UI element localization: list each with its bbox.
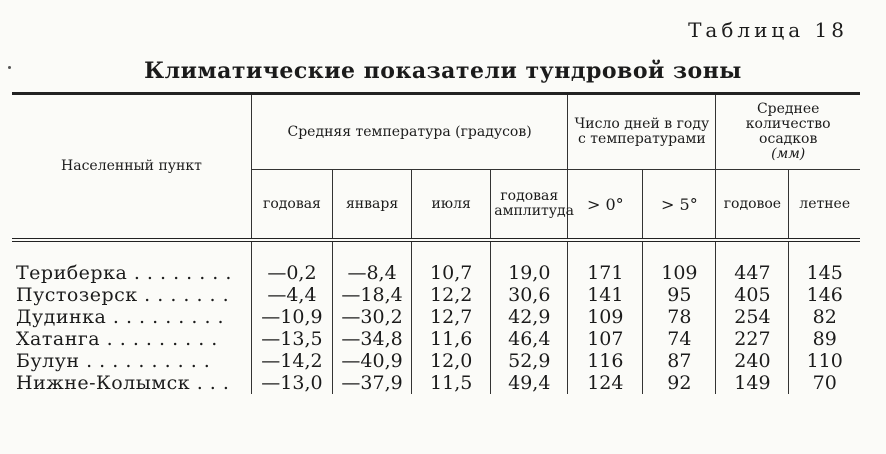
days-above-5-cell: 92 — [643, 372, 716, 394]
july-temp-cell: 11,6 — [412, 328, 491, 350]
precip-annual-cell: 240 — [716, 350, 789, 372]
july-temp-cell: 12,0 — [412, 350, 491, 372]
annual-temp-cell: —13,0 — [251, 372, 332, 394]
header-precipitation-unit: (мм) — [771, 146, 806, 162]
january-temp-cell: —18,4 — [333, 284, 412, 306]
annual-temp-cell: —14,2 — [251, 350, 332, 372]
january-temp-cell: —40,9 — [333, 350, 412, 372]
annual-temp-cell: —10,9 — [251, 306, 332, 328]
precip-annual-cell: 149 — [716, 372, 789, 394]
days-above-0-cell: 109 — [568, 306, 643, 328]
climate-table — [12, 92, 860, 394]
days-above-5-cell: 109 — [643, 240, 716, 284]
days-above-0-cell: 116 — [568, 350, 643, 372]
july-temp-cell: 12,2 — [412, 284, 491, 306]
annual-temp-cell: —4,4 — [251, 284, 332, 306]
table-row — [12, 372, 860, 394]
settlement-cell: Териберка . . . . . . . . — [12, 240, 251, 284]
table-number: Таблица 18 — [688, 18, 848, 42]
settlement-cell: Дудинка . . . . . . . . . — [12, 306, 251, 328]
precip-summer-cell: 82 — [812, 306, 837, 328]
days-above-5-cell: 74 — [643, 328, 716, 350]
july-temp-cell: 12,7 — [412, 306, 491, 328]
amplitude-cell: 42,9 — [491, 306, 568, 328]
header-avg-temperature: Средняя температура (градусов) — [251, 94, 567, 170]
days-above-5-cell: 95 — [643, 284, 716, 306]
table-row — [12, 240, 860, 284]
table-title: Климатические показатели тундровой зоны — [144, 58, 742, 84]
days-above-0-cell: 171 — [568, 240, 643, 284]
header-precipitation-label: Среднее количество осадков — [745, 101, 831, 147]
january-temp-cell: —30,2 — [333, 306, 412, 328]
annual-temp-cell: —13,5 — [251, 328, 332, 350]
precip-annual-cell: 405 — [716, 284, 789, 306]
table-row — [12, 350, 860, 372]
table-row — [12, 284, 860, 306]
header-precip-summer: летнее — [789, 170, 860, 241]
amplitude-cell: 46,4 — [491, 328, 568, 350]
settlement-cell: Булун . . . . . . . . . . — [12, 350, 251, 372]
header-annual: годовая — [251, 170, 332, 241]
settlement-cell: Пустозерск . . . . . . . — [12, 284, 251, 306]
precip-summer-cell: 70 — [812, 372, 837, 394]
header-days-count: Число дней в году с температурами — [568, 94, 716, 170]
precip-annual-cell: 254 — [716, 306, 789, 328]
january-temp-cell: —37,9 — [333, 372, 412, 394]
july-temp-cell: 10,7 — [412, 240, 491, 284]
header-july: июля — [412, 170, 491, 241]
amplitude-cell: 30,6 — [491, 284, 568, 306]
precip-annual-cell: 447 — [716, 240, 789, 284]
settlement-cell: Хатанга . . . . . . . . . — [12, 328, 251, 350]
amplitude-cell: 19,0 — [491, 240, 568, 284]
precip-summer-cell: 89 — [812, 328, 837, 350]
header-settlement: Населенный пункт — [12, 94, 251, 241]
header-precip-annual: годовое — [716, 170, 789, 241]
header-above-5: > 5° — [643, 170, 716, 241]
header-precipitation — [716, 94, 860, 170]
header-row-1 — [12, 94, 860, 170]
july-temp-cell: 11,5 — [412, 372, 491, 394]
days-above-0-cell: 141 — [568, 284, 643, 306]
days-above-0-cell: 124 — [568, 372, 643, 394]
january-temp-cell: —8,4 — [333, 240, 412, 284]
header-above-0: > 0° — [568, 170, 643, 241]
annual-temp-cell: —0,2 — [251, 240, 332, 284]
precip-summer-cell: 110 — [806, 350, 843, 372]
january-temp-cell: —34,8 — [333, 328, 412, 350]
amplitude-cell: 52,9 — [491, 350, 568, 372]
amplitude-cell: 49,4 — [491, 372, 568, 394]
header-january: января — [333, 170, 412, 241]
precip-summer-cell: 146 — [806, 284, 843, 306]
settlement-cell: Нижне-Колымск . . . — [12, 372, 251, 394]
days-above-5-cell: 78 — [643, 306, 716, 328]
header-amplitude: годовая амплитуда — [491, 170, 568, 241]
days-above-0-cell: 107 — [568, 328, 643, 350]
table-row — [12, 328, 860, 350]
table-row — [12, 306, 860, 328]
precip-summer-cell: 145 — [806, 262, 843, 284]
precip-annual-cell: 227 — [716, 328, 789, 350]
days-above-5-cell: 87 — [643, 350, 716, 372]
